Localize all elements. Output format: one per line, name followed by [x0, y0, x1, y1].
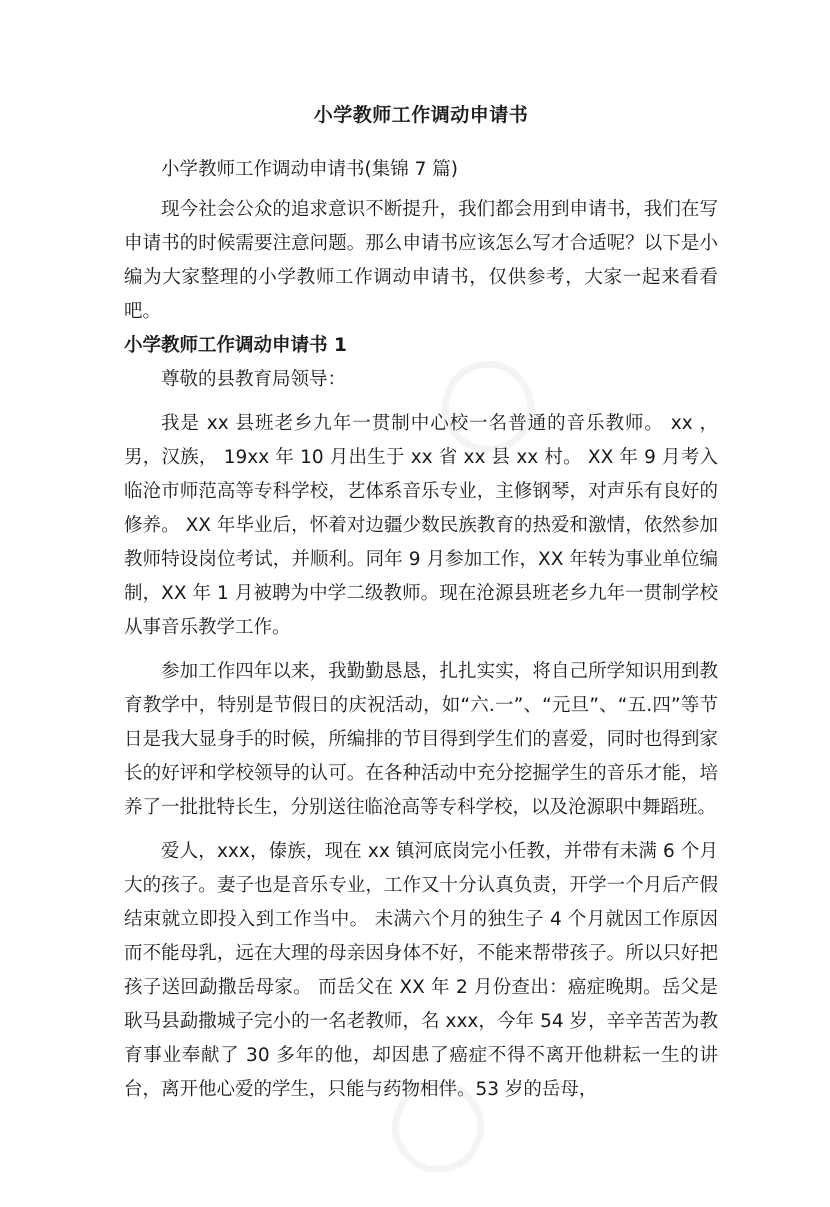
- body-paragraph-1: 我是 xx 县班老乡九年一贯制中心校一名普通的音乐教师。 xx ，男，汉族， 19xx 年 10 月出生于 xx 省 xx 县 xx 村。 XX 年 9 月考入临沧市师范高等专科学校，艺体系音乐专业，主修钢琴，对声乐有良好的修养。 XX 年毕业后，怀着对边疆少数民族教育的热爱和激情，依然参加教师特设岗位考试，并顺利。同年 9 月参加工作，XX 年转为事业单位编制，XX 年 1 月被聘为中学二级教师。现在沧源县班老乡九年一贯制学校从事音乐教学工作。: [124, 413, 718, 638]
- salutation: 尊敬的县教育局领导：: [161, 369, 347, 390]
- intro-paragraph: 现今社会公众的追求意识不断提升，我们都会用到申请书，我们在写申请书的时候需要注意问题。那么申请书应该怎么写才合适呢？以下是小编为大家整理的小学教师工作调动申请书，仅供参考，大家一起来看看吧。: [124, 199, 718, 322]
- body-paragraph-2: 参加工作四年以来，我勤勤恳恳，扎扎实实，将自己所学知识用到教育教学中，特别是节假日的庆祝活动，如“六.一”、“元旦”、“五.四”等节日是我大显身手的时候，所编排的节目得到学生们的喜爱，同时也得到家长的好评和学校领导的认可。在各种活动中充分挖掘学生的音乐才能，培养了一批批特长生，分别送往临沧高等专科学校，以及沧源职中舞蹈班。: [124, 661, 718, 818]
- document-subtitle: 小学教师工作调动申请书(集锦 7 篇): [161, 159, 458, 180]
- body-paragraph-3: 爱人，xxx，傣族，现在 xx 镇河底岗完小任教，并带有未满 6 个月大的孩子。妻子也是音乐专业，工作又十分认真负责，开学一个月后产假结束就立即投入到工作当中。 未满六个月的独生子 4 个月就因工作原因而不能母乳，远在大理的母亲因身体不好，不能来帮带孩子。所以只好把孩子送回勐撒岳母家。 而岳父在 XX 年 2 月份查出：癌症晚期。岳父是耿马县勐撒城子完小的一名老教师，名 xxx，今年 54 岁，辛辛苦苦为教育事业奉献了 30 多年的他，却因患了癌症不得不离开他耕耘一生的讲台，离开他心爱的学生，只能与药物相伴。53 岁的岳母，: [124, 841, 718, 1100]
- document-title: 小学教师工作调动申请书: [313, 104, 529, 126]
- section-heading: 小学教师工作调动申请书 1: [124, 335, 347, 356]
